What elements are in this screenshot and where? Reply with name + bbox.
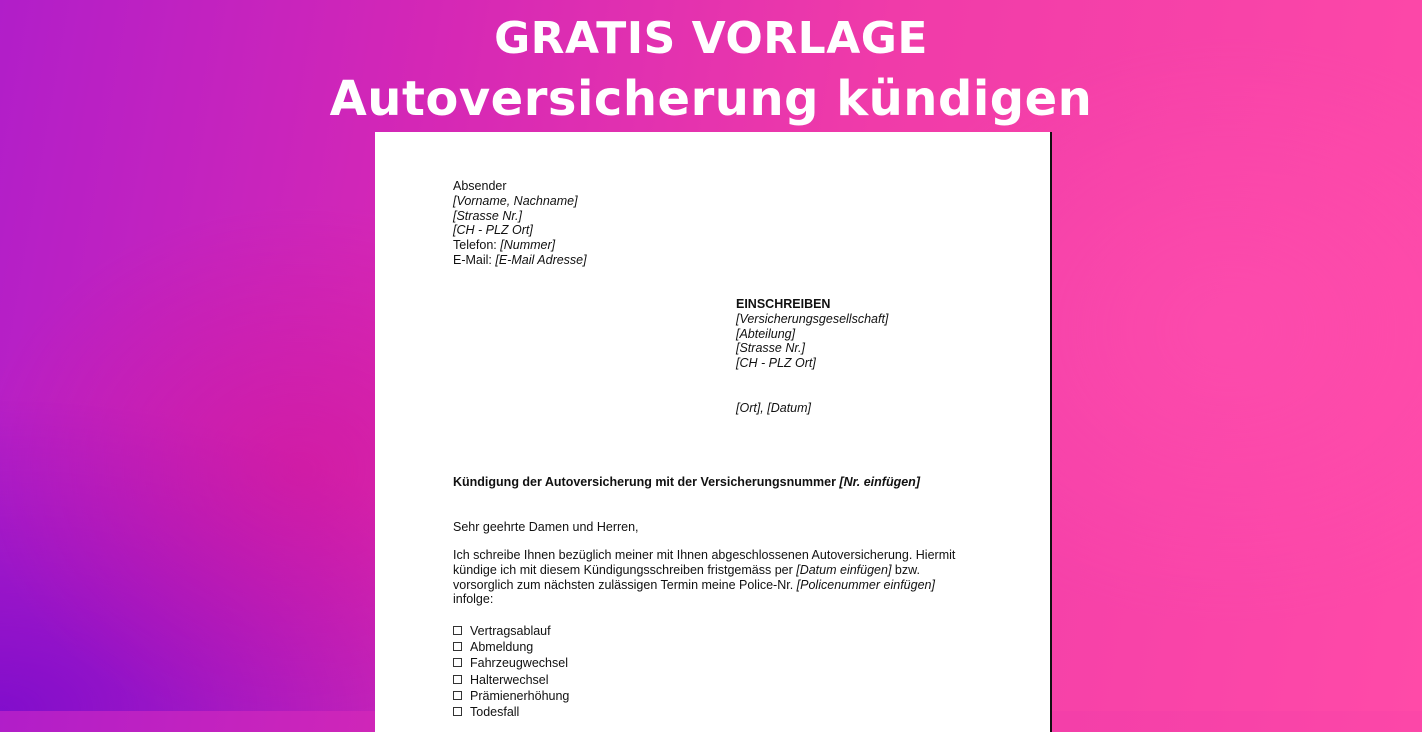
sender-email: [E-Mail Adresse]	[495, 252, 587, 267]
headline-line-1: GRATIS VORLAGE	[494, 13, 928, 64]
reason-label: Prämienerhöhung	[470, 688, 570, 703]
checkbox-icon[interactable]	[453, 658, 462, 667]
checkbox-icon[interactable]	[453, 626, 462, 635]
sender-name: [Vorname, Nachname]	[453, 193, 578, 208]
reason-checklist	[453, 623, 569, 720]
checkbox-icon[interactable]	[453, 642, 462, 651]
recipient-street: [Strasse Nr.]	[736, 341, 805, 356]
body-line-2	[453, 563, 973, 578]
sender-label: Absender	[453, 179, 507, 193]
sender-phone-label: Telefon:	[453, 238, 501, 253]
body-line-2-text: kündige ich mit diesem Kündigungsschreiben fristgemäss per	[453, 562, 797, 577]
sender-email-line	[453, 253, 587, 268]
list-item	[453, 688, 569, 704]
sender-street: [Strasse Nr.]	[453, 208, 522, 223]
headline-line-2: Autoversicherung kündigen	[329, 71, 1093, 127]
list-item	[453, 623, 569, 639]
reason-label: Vertragsablauf	[470, 624, 551, 638]
body-line-1: Ich schreibe Ihnen bezüglich meiner mit Ihnen abgeschlossenen Autoversicherung. Hiermit	[453, 548, 956, 562]
body-line-3-text: vorsorglich zum nächsten zulässigen Termin meine Police-Nr.	[453, 577, 797, 592]
body-line-3	[453, 578, 973, 593]
place-date-text: [Ort], [Datum]	[736, 401, 812, 415]
recipient-department: [Abteilung]	[736, 326, 796, 341]
list-item	[453, 704, 569, 720]
reason-label: Fahrzeugwechsel	[470, 656, 568, 671]
reason-label: Abmeldung	[470, 640, 534, 655]
list-item	[453, 639, 569, 655]
checkbox-icon[interactable]	[453, 675, 462, 684]
body-line-2-end: bzw.	[891, 562, 920, 577]
body-line-4: infolge:	[453, 592, 494, 607]
recipient-city: [CH - PLZ Ort]	[736, 356, 816, 371]
sender-email-label: E-Mail:	[453, 252, 496, 267]
list-item	[453, 672, 569, 688]
sender-phone-line	[453, 238, 587, 253]
reason-label: Halterwechsel	[470, 672, 549, 687]
subject-text: Kündigung der Autoversicherung mit der Versicherungsnummer	[453, 475, 840, 489]
sender-block	[453, 179, 587, 268]
sender-city: [CH - PLZ Ort]	[453, 223, 533, 238]
recipient-company: [Versicherungsgesellschaft]	[736, 311, 889, 326]
reason-label: Todesfall	[470, 704, 520, 719]
checkbox-icon[interactable]	[453, 691, 462, 700]
page-headline	[0, 10, 1422, 130]
letter-body	[453, 548, 973, 607]
place-date	[736, 401, 811, 416]
letter-subject	[453, 475, 920, 490]
policy-placeholder: [Policenummer einfügen]	[796, 577, 935, 592]
recipient-label: EINSCHREIBEN	[736, 297, 831, 311]
salutation: Sehr geehrte Damen und Herren,	[453, 520, 639, 534]
letter-document	[375, 132, 1052, 732]
list-item	[453, 655, 569, 671]
date-placeholder: [Datum einfügen]	[796, 562, 892, 577]
subject-placeholder: [Nr. einfügen]	[839, 475, 920, 489]
sender-phone: [Nummer]	[500, 238, 556, 253]
checkbox-icon[interactable]	[453, 707, 462, 716]
recipient-block	[736, 297, 888, 371]
